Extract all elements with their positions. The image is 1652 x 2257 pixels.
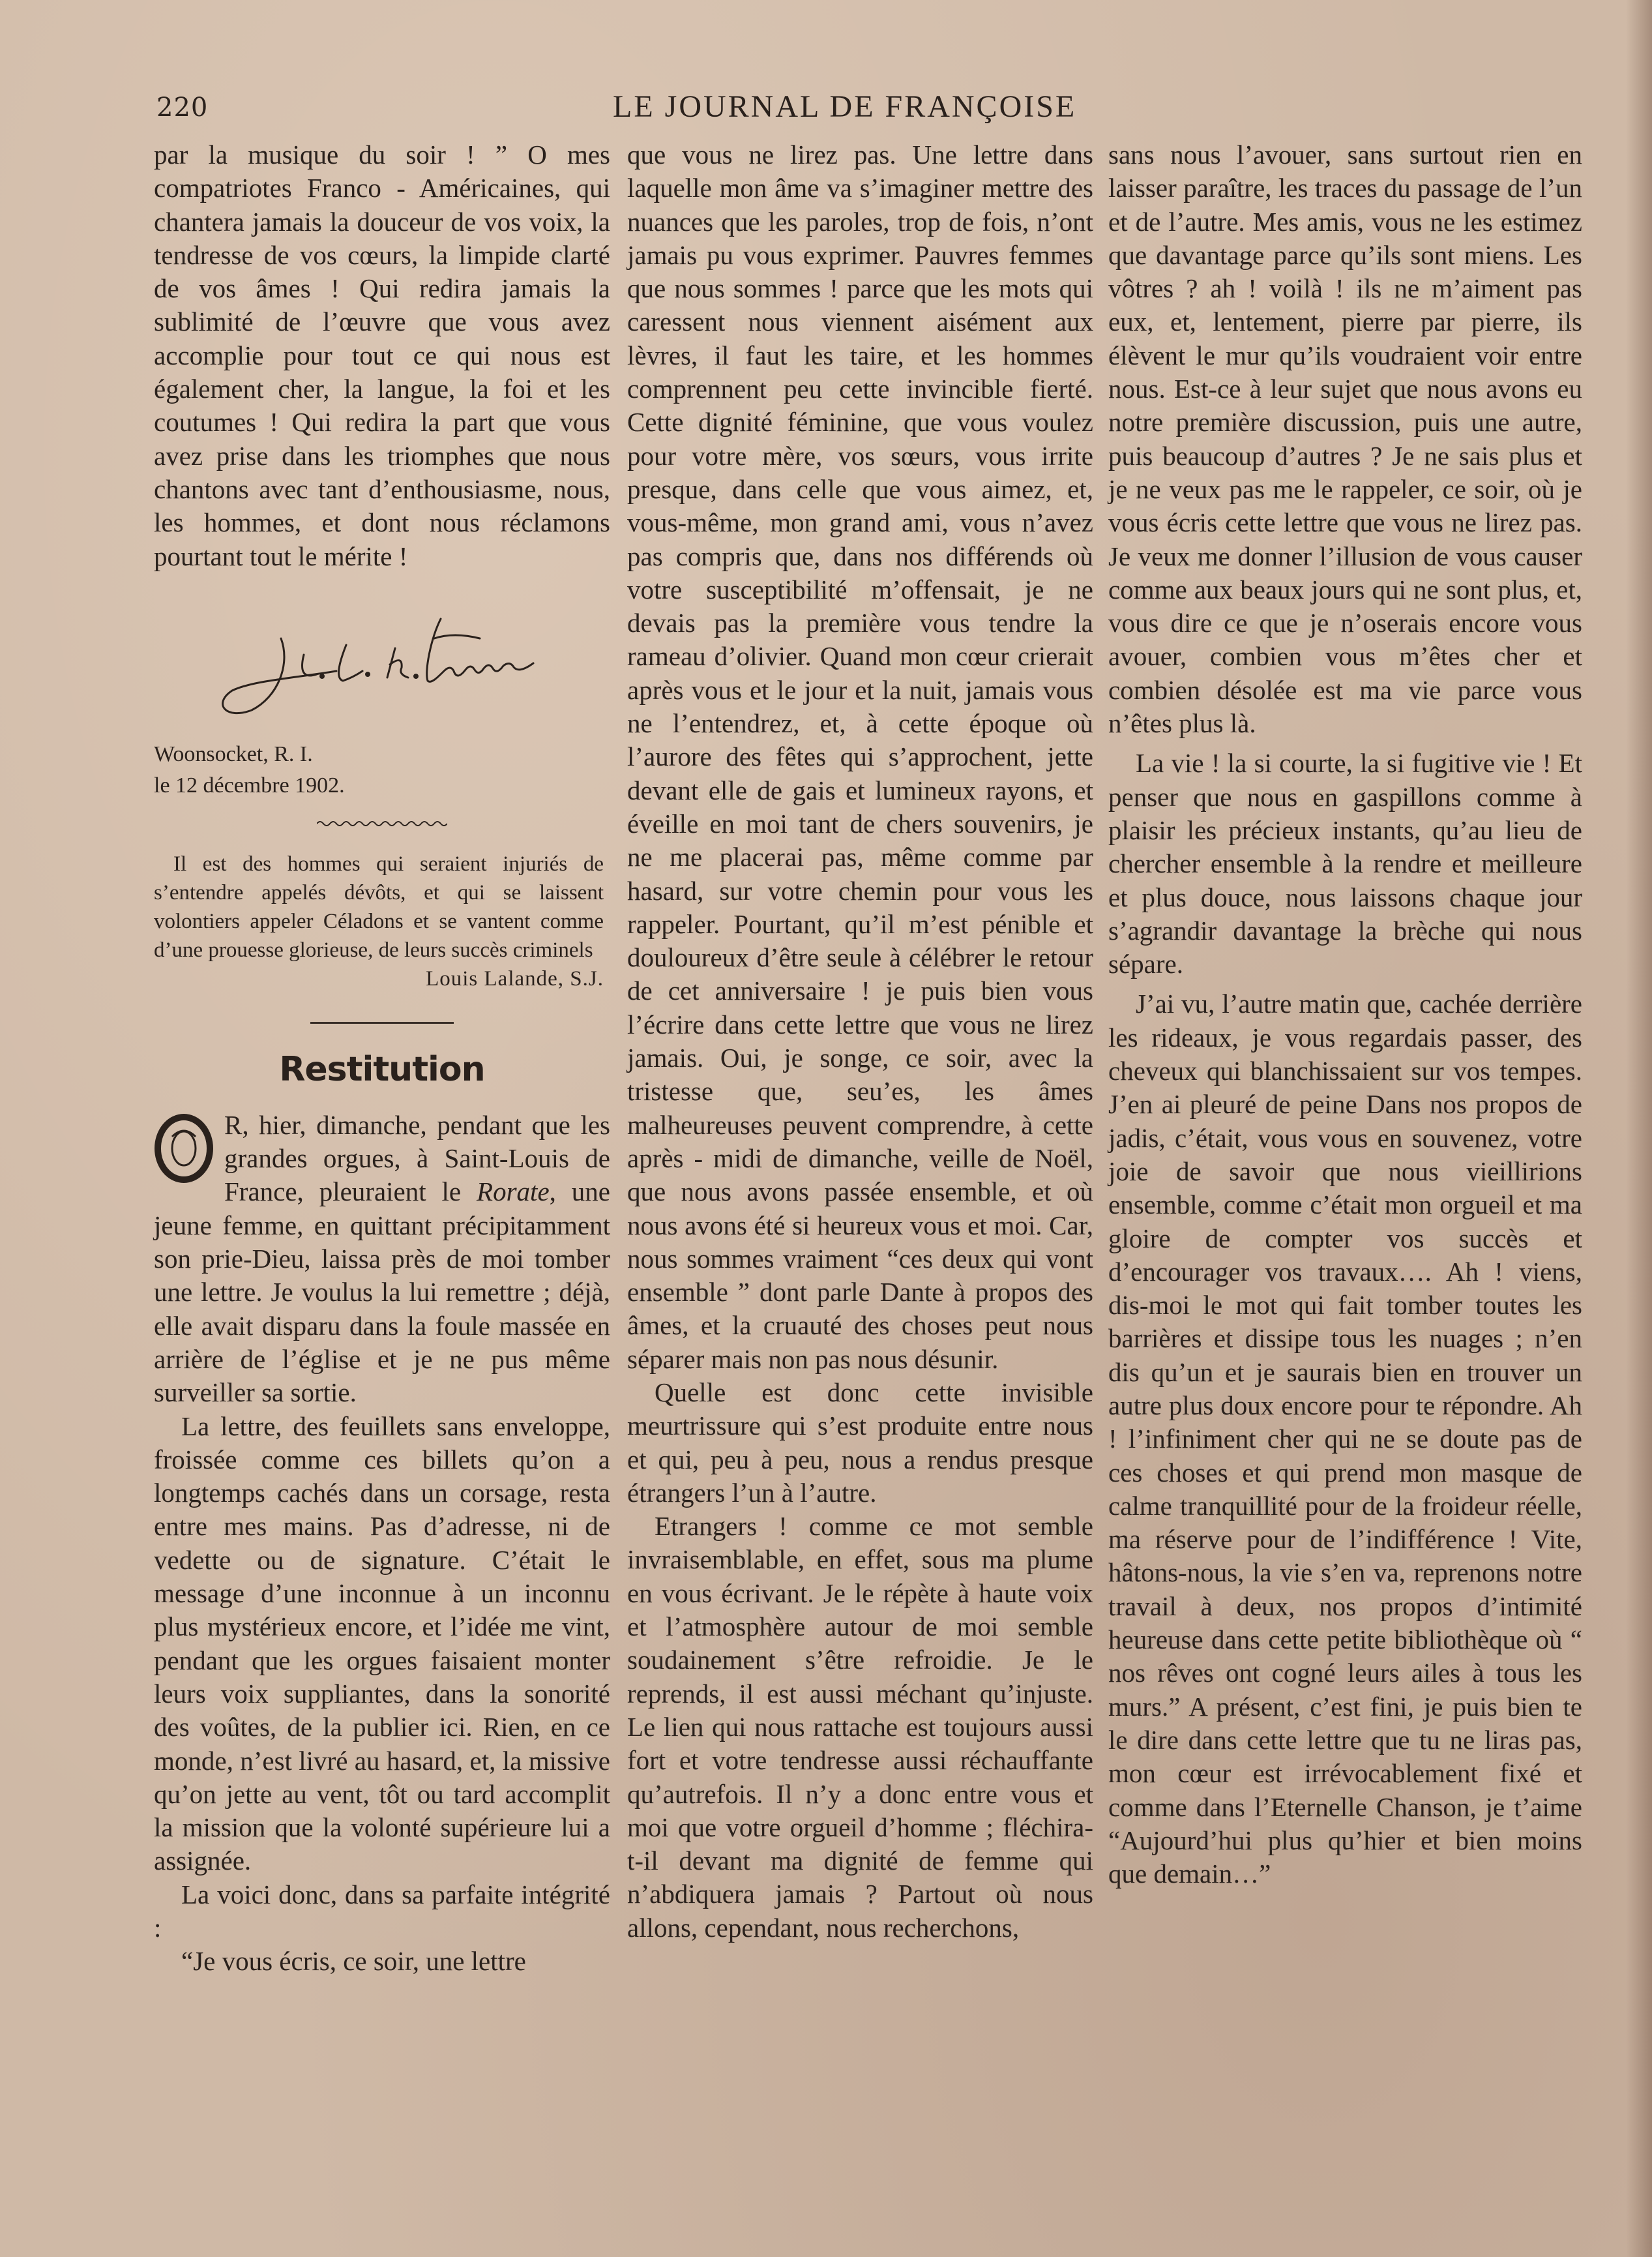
page-edge-shadow bbox=[1626, 0, 1652, 2257]
handwritten-signature bbox=[206, 599, 545, 730]
section-title: Restitution bbox=[279, 1049, 485, 1089]
signature-date: le 12 décembre 1902. bbox=[154, 773, 345, 798]
letter-paragraph-2: Quelle est donc cette invisible meurtrissure qui s’est produite entre nous et qui, peu à peu, nous a rendus presque étrangers l’un à l’autre. bbox=[627, 1377, 1093, 1508]
story-paragraph-1 bbox=[154, 1109, 610, 1410]
letter-paragraph-1: que vous ne lirez pas. Une lettre dans laquelle mon âme va s’imaginer mettre des nuances que les paroles, trop de fois, n’ont jamais pu vous exprimer. Pauvres femmes que nous sommes ! parce que les mots qui caressent nous viennent aisément aux lèvres, il faut les taire, et les hommes comprennent peu cette invincible fierté. Cette dignité féminine, que vous voulez pour votre mère, vos sœurs, vous irrite presque, dans celle que vous aimez, et, vous-même, mon grand ami, vous n’avez pas compris que, dans nos différends où votre susceptibilité m’offensait, je ne devais pas la première vous tendre la rameau d’olivier. Quand mon cœur crierait après vous et le jour et la nuit, jamais vous ne l’entendrez, et, à cette époque où l’aurore des fêtes qui s’approchent, jette devant elle de gais et lumineux rayons, et éveille en moi tant de chers souvenirs, je ne me placerai pas, même comme par hasard, sur votre chemin pour vous les rappeler. Pourtant, qu’il m’est pénible et douloureux d’être seule à célébrer le retour de cet anniversaire ! je puis bien vous l’écrire dans cette lettre que vous ne lirez jamais. Oui, je songe, ce soir, avec la tristesse que, seu’es, les âmes malheureuses peuvent comprendre, à cette après - midi de dimanche, veille de Noël, que nous avons passée ensemble, et où nous avons été si heureux vous et moi. Car, nous sommes vraiment “ces deux qui vont ensemble ” dont parle Dante à propos des âmes, et la cruauté des choses peut nous séparer mais non pas nous désunir. bbox=[627, 140, 1093, 1374]
para1-start: R, hier, dimanche, pendant que les grandes orgues, à Saint-Louis de France, pleuraient le bbox=[224, 1109, 610, 1207]
story-paragraph-3: La voici donc, dans sa parfaite intégrité : bbox=[154, 1879, 610, 1943]
column-2 bbox=[627, 138, 1093, 1945]
para1-end: , une jeune femme, en quittant précipitamment son prie-Dieu, laissa près de moi tomber une lettre. Je voulus la lui remettre ; déjà, elle avait disparu dans la foule massée en arrière de l’église et je ne pus même surveiller sa sortie. bbox=[154, 1176, 610, 1408]
page-number: 220 bbox=[156, 93, 209, 123]
intro-paragraph: par la musique du soir ! ” O mes compatriotes Franco - Américaines, qui chantera jamais la douceur de vos voix, la tendresse de vos cœurs, la limpide clarté de vos âmes ! Qui redira jamais la sublimité de l’œuvre que vous avez accomplie pour tout ce qui nous est également cher, la langue, la foi et les coutumes ! Qui redira la part que vous avez prise dans les triomphes que nous chantons avec tant d’enthousiasme, nous, les hommes, et dont nous réclamons pourtant tout le mérite ! bbox=[154, 140, 610, 571]
letter-paragraph-4: sans nous l’avouer, sans surtout rien en laisser paraître, les traces du passage de l’un et de l’autre. Mes amis, vous ne les estimez que davantage parce qu’ils sont miens. Les vôtres ? ah ! voilà ! ils ne m’aiment pas eux, et, lentement, pierre par pierre, ils élèvent le mur qu’ils voudraient voir entre nous. Est-ce à leur sujet que nous avons eu notre première discussion, puis une autre, puis beaucoup d’autres ? Je ne sais plus et je ne veux pas me le rappeler, ce soir, où je vous écris cette lettre que vous ne lirez pas. Je veux me donner l’illusion de vous causer comme aux beaux jours qui ne sont plus, et, vous dire ce que je n’oserais encore vous avouer, combien vous m’êtes cher et combien désolée est ma vie parce vous n’êtes plus là. bbox=[1108, 140, 1582, 739]
letter-paragraph-5: La vie ! la si courte, la si fugitive vie ! Et penser que nous en gaspillons comme à plaisir les précieux instants, qu’au lieu de chercher ensemble à la rendre et meilleure et plus douce, nous laissons chaque jour s’agrandir davantage la brèche qui nous sépare. bbox=[1108, 748, 1582, 979]
letter-paragraph-3: Etrangers ! comme ce mot semble invraisemblable, en effet, sous ma plume en vous écrivant. Je le répète à haute voix et l’atmosphère autour de moi semble soudainement s’être refroidie. Je le reprends, il est aussi méchant qu’injuste. Le lien qui nous rattache est toujours aussi fort et votre tendresse aussi réchauffante qu’autrefois. Il n’y a donc entre vous et moi que votre orgueil d’homme ; fléchira-t-il devant ma dignité de femme qui n’abdiquera jamais ? Partout où nous allons, cependant, nous recherchons, bbox=[627, 1511, 1093, 1943]
wavy-divider bbox=[317, 817, 447, 830]
section-rule bbox=[310, 1022, 454, 1024]
column-1 bbox=[154, 138, 610, 1979]
dropcap-letter bbox=[154, 1114, 214, 1183]
epigraph-author: Louis Lalande, S.J. bbox=[426, 966, 604, 991]
story-paragraph-4: “Je vous écris, ce soir, une lettre bbox=[181, 1946, 526, 1977]
para1-italic: Rorate bbox=[477, 1176, 550, 1207]
page-header bbox=[156, 89, 1578, 138]
letter-paragraph-6: J’ai vu, l’autre matin que, cachée derrière les rideaux, je vous regardais passer, des cheveux qui blanchissaient sur vos tempes. J’en ai pleuré de peine Dans nos propos de jadis, c’était, vous vous en souvenez, votre joie de savoir que nous vieillirions ensemble, comme c’était mon orgueil et ma gloire de compter vos succès et d’encourager vos travaux…. Ah ! viens, dis-moi le mot qui fait tomber toutes les barrières et dissipe tous les nuages ; n’en dis qu’un et je saurais bien en trouver un autre plus doux encore pour te répondre. Ah ! l’infiniment cher qui ne se doute pas de ces choses et qui prend mon masque de calme tranquillité pour de la froideur réelle, ma réserve pour de l’indifférence ! Vite, hâtons-nous, la vie s’en va, reprenons notre travail à deux, nos propos d’intimité heureuse dans cette petite bibliothèque où “ nos rêves ont cogné leurs ailes à tous les murs.” A présent, c’est fini, je puis bien te le dire dans cette lettre que tu ne liras pas, mon cœur est irrévocablement fixé et comme dans l’Eternelle Chanson, je t’aime “Aujourd’hui plus qu’hier et bien moins que demain…” bbox=[1108, 989, 1582, 1889]
journal-title: LE JOURNAL DE FRANÇOISE bbox=[613, 89, 1077, 124]
story-paragraph-2: La lettre, des feuillets sans enveloppe, froissée comme ces billets qu’on a longtemps cachés dans un corsage, resta entre mes mains. Pas d’adresse, ni de vedette ou de signature. C’était le message d’une inconnue à un inconnu plus mystérieux encore, et l’idée me vint, pendant que les orgues faisaient monter leurs voix suppliantes, dans la sonorité des voûtes, de la publier ici. Rien, en ce monde, n’est livré au hasard, et, la missive qu’on jette au vent, tôt ou tard accomplit la mission que la volonté supérieure lui a assignée. bbox=[154, 1411, 610, 1876]
column-3 bbox=[1108, 138, 1582, 1891]
signature-place: Woonsocket, R. I. bbox=[154, 741, 313, 766]
epigraph-quote: Il est des hommes qui seraient injuriés de s’entendre appelés dévôts, et qui se laissent volontiers appeler Céladons et se vantent comme d’une prouesse glorieuse, de leurs succès criminels bbox=[154, 852, 604, 962]
